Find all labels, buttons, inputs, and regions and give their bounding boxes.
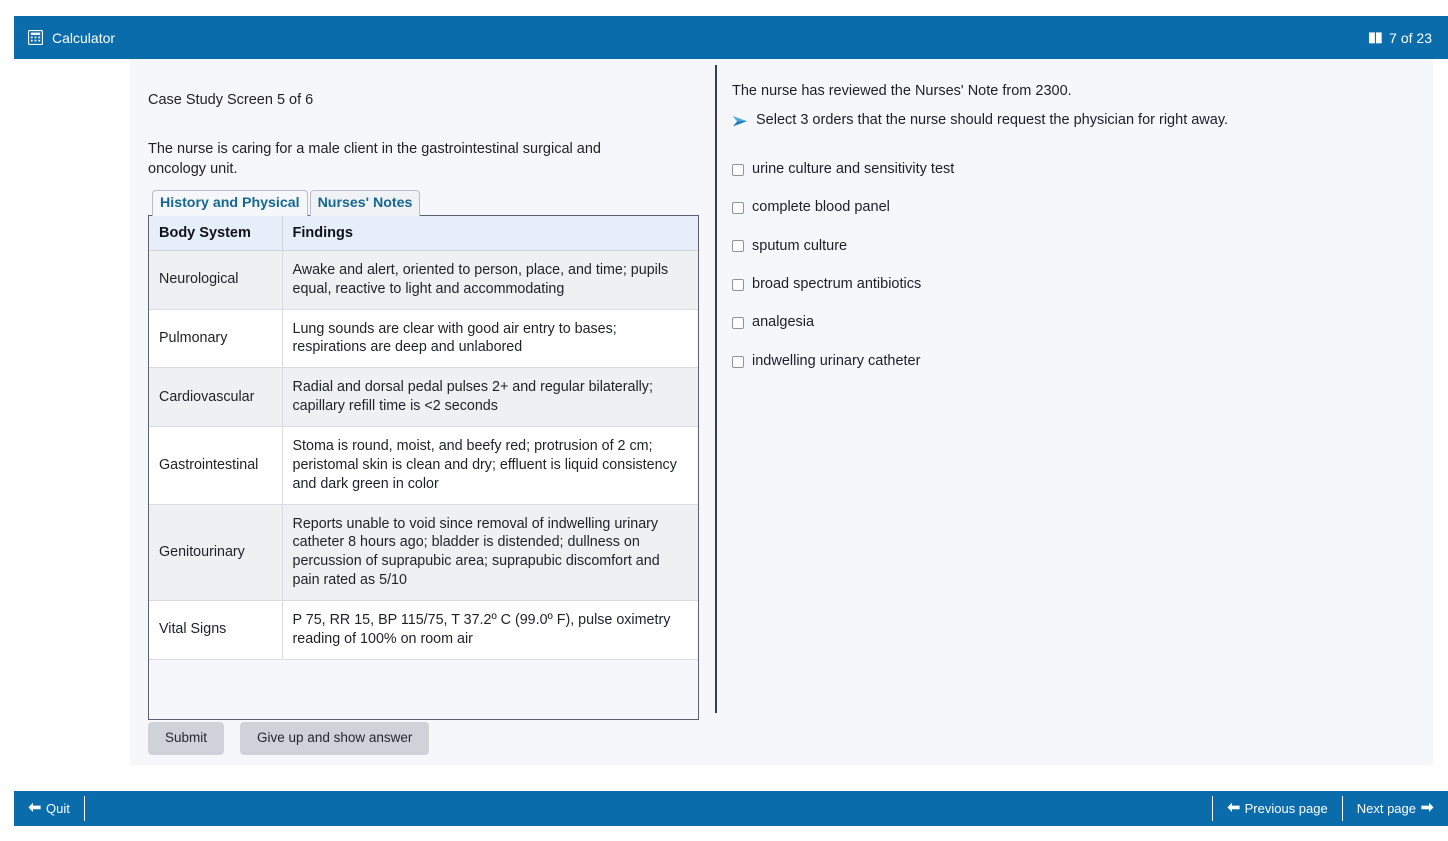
quit-button[interactable] [14, 791, 84, 826]
checkbox[interactable] [732, 279, 744, 291]
table-header-row [149, 216, 698, 251]
cell-body-system: Vital Signs [149, 601, 282, 660]
history-and-physical-table [149, 216, 698, 660]
cell-findings: Awake and alert, oriented to person, place, and time; pupils equal, reactive to light and accommodating [282, 250, 698, 309]
column-header-findings: Findings [282, 216, 698, 251]
table-row [149, 368, 698, 427]
cell-body-system: Cardiovascular [149, 368, 282, 427]
checkbox[interactable] [732, 356, 744, 368]
content-panel [130, 59, 1433, 765]
table-row [149, 504, 698, 600]
calculator-label: Calculator [52, 29, 116, 46]
previous-page-label: Previous page [1244, 801, 1328, 816]
cell-findings: Stoma is round, moist, and beefy red; protrusion of 2 cm; peristomal skin is clean and dry; effluent is liquid consistency and dark green in color [282, 427, 698, 505]
arrow-pointer-icon [732, 111, 748, 129]
give-up-and-show-answer-button[interactable]: Give up and show answer [240, 722, 429, 755]
quit-label: Quit [46, 801, 70, 816]
top-bar [14, 16, 1448, 59]
bottom-navigation-bar [14, 791, 1448, 826]
arrow-left-icon [28, 801, 41, 816]
cell-findings: P 75, RR 15, BP 115/75, T 37.2º C (99.0º F), pulse oximetry reading of 100% on room air [282, 601, 698, 660]
option-sputum-culture[interactable] [732, 238, 1412, 255]
calculator-button[interactable] [14, 30, 115, 46]
option-label: complete blood panel [752, 199, 890, 216]
table-row [149, 309, 698, 368]
option-broad-spectrum-antibiotics[interactable] [732, 276, 1412, 293]
checkbox[interactable] [732, 240, 744, 252]
divider [84, 796, 85, 821]
tab-history-and-physical[interactable]: History and Physical [152, 190, 308, 216]
option-indwelling-urinary-catheter[interactable] [732, 353, 1412, 370]
panel-divider [715, 65, 717, 713]
checkbox[interactable] [732, 317, 744, 329]
case-study-screen-label: Case Study Screen 5 of 6 [148, 92, 314, 108]
table-row [149, 250, 698, 309]
tab-nurses-notes[interactable]: Nurses' Notes [310, 190, 421, 216]
cell-findings: Reports unable to void since removal of indwelling urinary catheter 8 hours ago; bladder is distended; dullness on percussion of suprapubic area; suprapubic discomfort and pain rated as 5/10 [282, 504, 698, 600]
chart-table-container [148, 215, 699, 720]
case-study-column [148, 91, 718, 720]
option-label: broad spectrum antibiotics [752, 276, 922, 293]
option-complete-blood-panel[interactable] [732, 199, 1412, 216]
bottom-left-group [14, 791, 85, 826]
cell-body-system: Neurological [149, 250, 282, 309]
table-row [149, 427, 698, 505]
table-row [149, 601, 698, 660]
calculator-icon [28, 30, 43, 45]
cell-body-system: Gastrointestinal [149, 427, 282, 505]
action-buttons [148, 722, 429, 755]
chart-tabs [152, 190, 718, 216]
option-analgesia[interactable] [732, 314, 1412, 331]
option-label: analgesia [752, 314, 815, 331]
arrow-left-icon [1227, 801, 1240, 816]
submit-button[interactable]: Submit [148, 722, 224, 755]
checkbox[interactable] [732, 202, 744, 214]
table-body [149, 250, 698, 659]
option-label: urine culture and sensitivity test [752, 160, 955, 177]
question-instruction-text: Select 3 orders that the nurse should request the physician for right away. [756, 112, 1229, 129]
cell-findings: Radial and dorsal pedal pulses 2+ and regular bilaterally; capillary refill time is <2 seconds [282, 368, 698, 427]
question-instruction [732, 111, 1412, 131]
case-study-intro: The nurse is caring for a male client in the gastrointestinal surgical and oncology unit. [148, 140, 601, 178]
column-header-body-system: Body System [149, 216, 282, 251]
progress-label: 7 of 23 [1389, 29, 1432, 46]
cell-findings: Lung sounds are clear with good air entry to bases; respirations are deep and unlabored [282, 309, 698, 368]
option-label: sputum culture [752, 237, 848, 254]
option-urine-culture-and-sensitivity-test[interactable] [732, 161, 1412, 178]
option-label: indwelling urinary catheter [752, 352, 921, 369]
cell-body-system: Pulmonary [149, 309, 282, 368]
next-page-button[interactable] [1343, 791, 1448, 826]
next-page-label: Next page [1356, 801, 1416, 816]
question-column [732, 81, 1412, 391]
cell-body-system: Genitourinary [149, 504, 282, 600]
progress-indicator [1368, 30, 1448, 46]
question-stem: The nurse has reviewed the Nurses' Note from 2300. [732, 83, 1072, 99]
checkbox[interactable] [732, 164, 744, 176]
book-icon [1368, 31, 1383, 45]
bottom-right-group [1212, 791, 1448, 826]
previous-page-button[interactable] [1213, 791, 1342, 826]
arrow-right-icon [1421, 801, 1434, 816]
